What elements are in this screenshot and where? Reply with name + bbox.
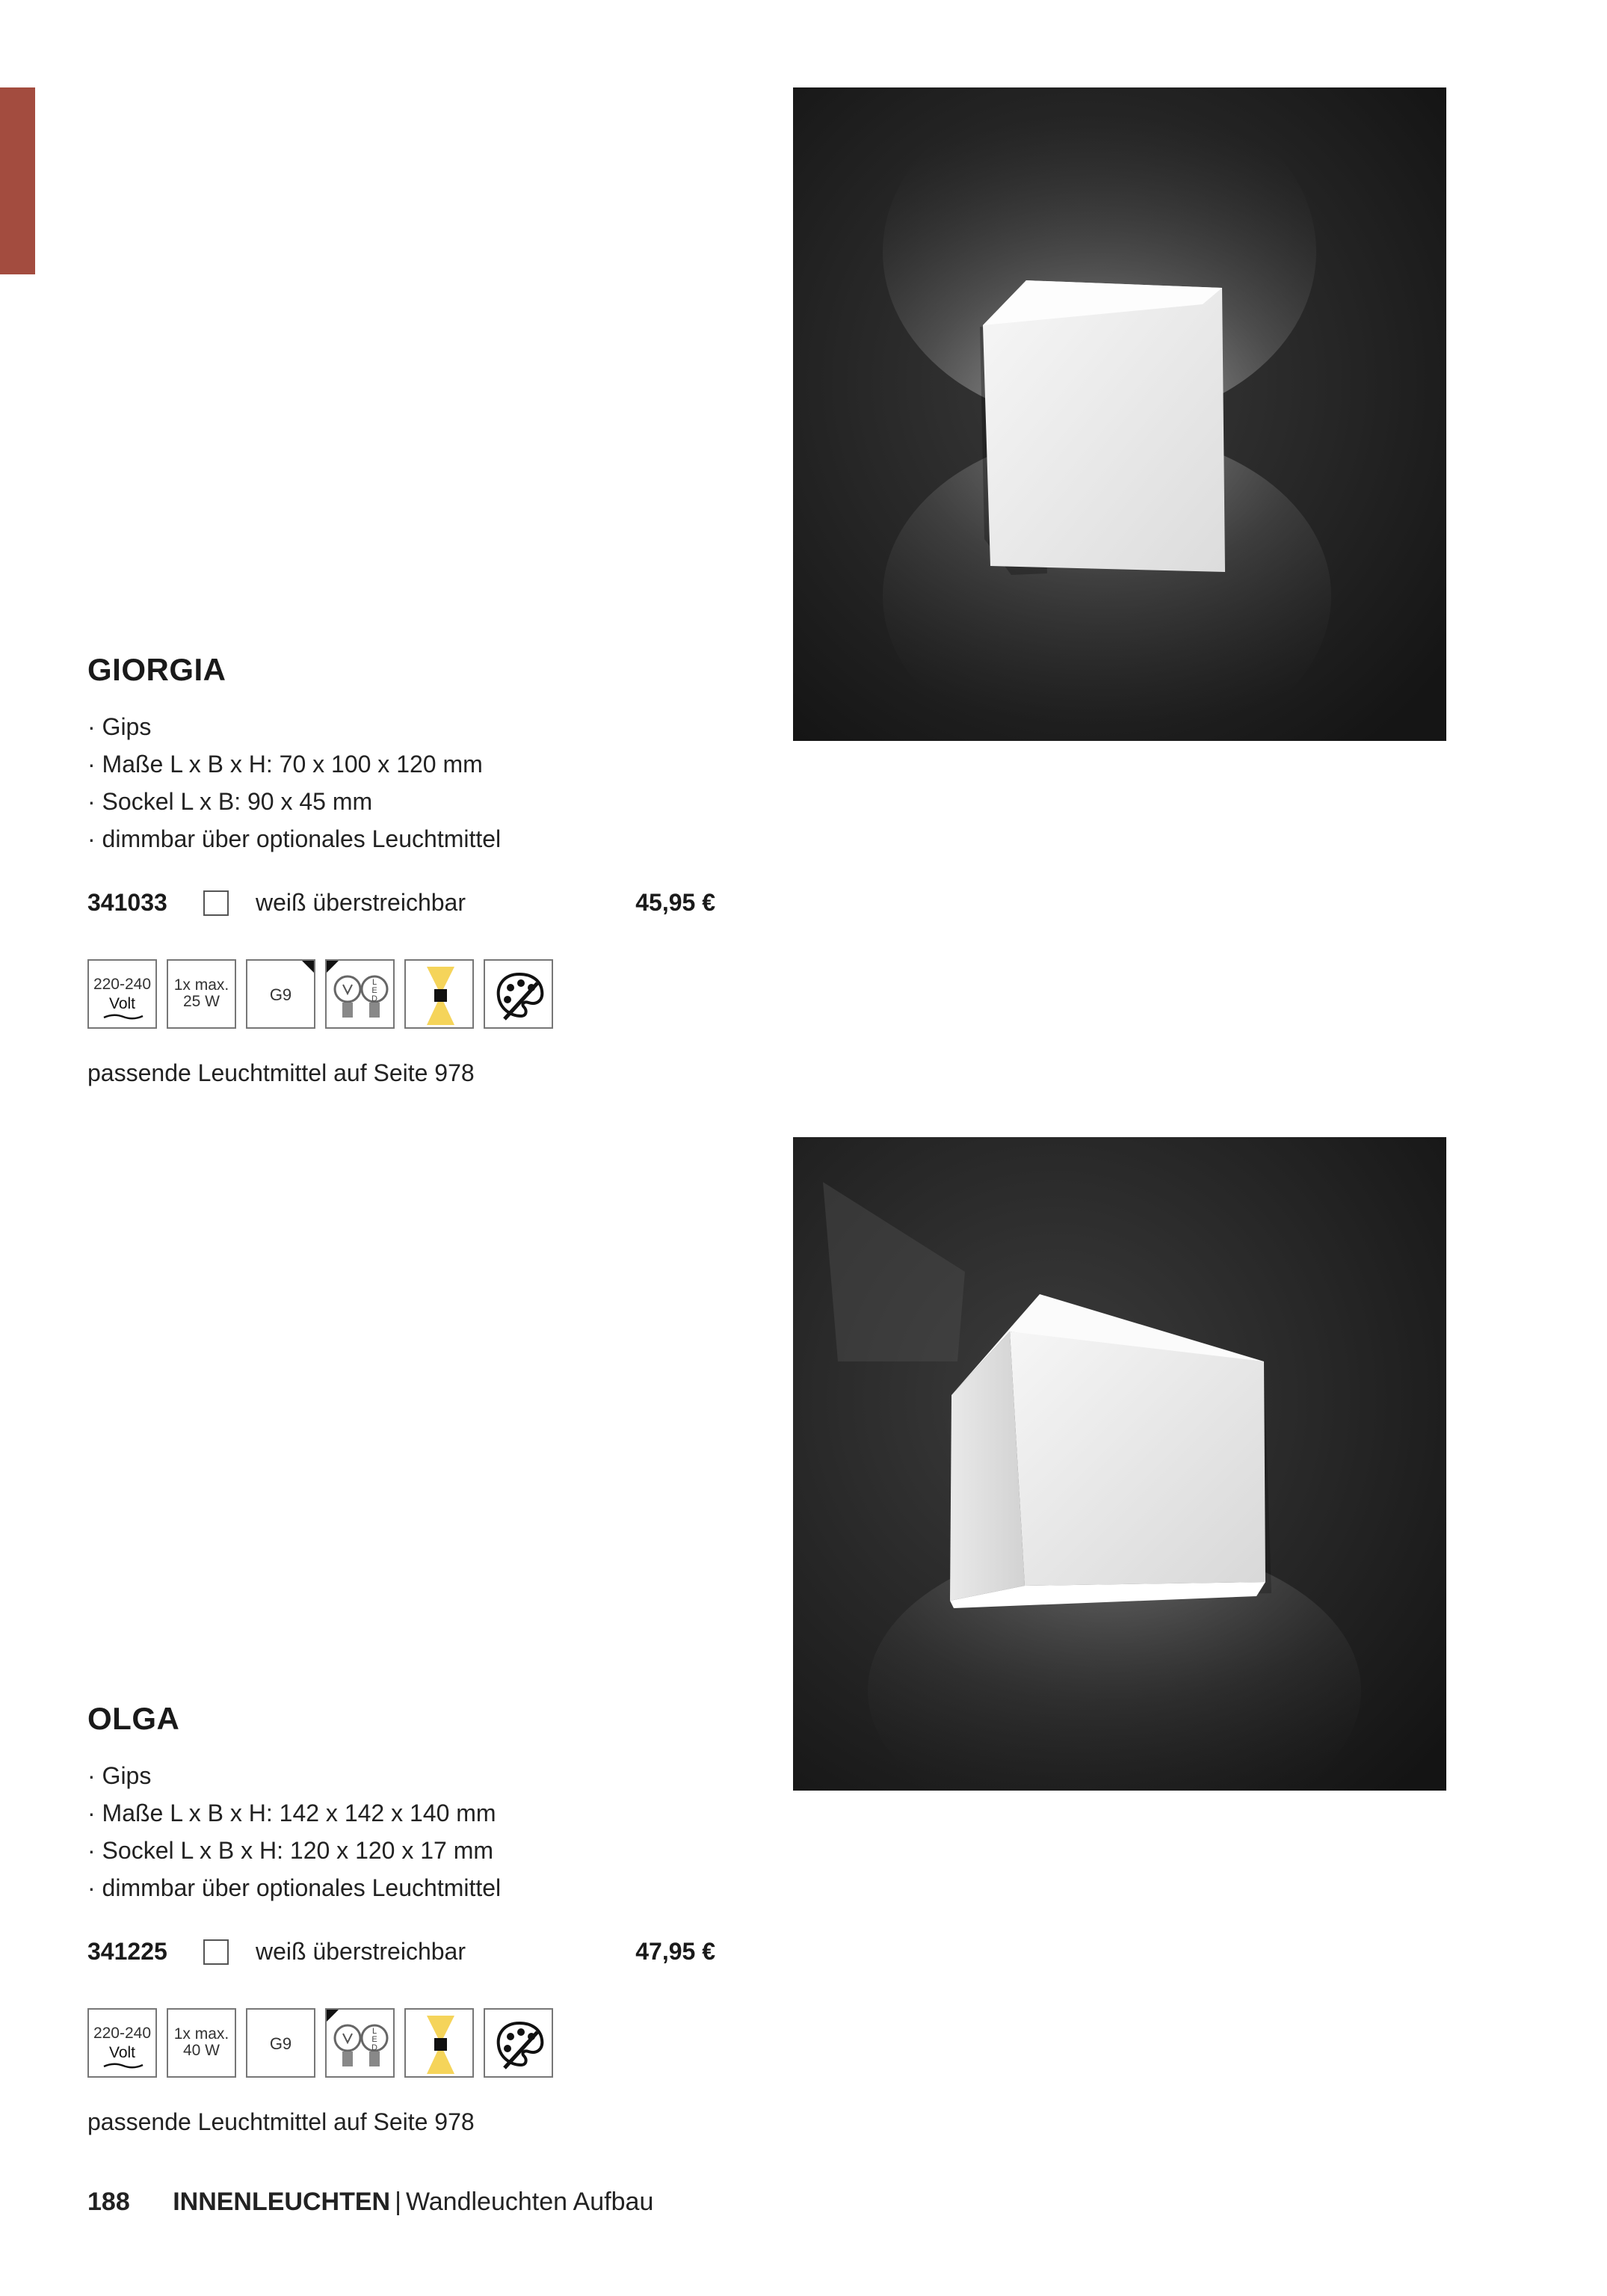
voltage-unit: Volt [108, 995, 136, 1012]
product-photo-giorgia [793, 87, 1446, 741]
feature-item: · Gips [87, 1757, 501, 1794]
svg-text:E: E [371, 986, 377, 995]
footer-separator: | [395, 2188, 401, 2216]
price: 47,95 € [635, 1938, 715, 1965]
wattage-icon [167, 2008, 236, 2078]
voltage-icon [87, 2008, 157, 2078]
svg-text:D: D [371, 2043, 377, 2052]
variant-label: weiß überstreichbar [256, 1938, 466, 1965]
product-photo-olga [793, 1137, 1446, 1791]
feature-item: · dimmbar über optionales Leuchtmittel [87, 1869, 501, 1906]
bulb-count: 1x max. [173, 976, 229, 994]
svg-text:L: L [371, 2027, 377, 2036]
incandescent-led-bulb-icon [325, 2008, 395, 2078]
socket-icon [246, 959, 315, 1029]
variant-label: weiß überstreichbar [256, 889, 466, 916]
svg-text:D: D [371, 994, 377, 1003]
feature-item: · Gips [87, 708, 501, 745]
wattage-icon [167, 959, 236, 1029]
svg-text:E: E [371, 2035, 377, 2044]
lamp-reference-note: passende Leuchtmittel auf Seite 978 [87, 1059, 475, 1086]
socket-icon [246, 2008, 315, 2078]
paint-palette-icon [484, 959, 553, 1029]
voltage-unit: Volt [108, 2044, 136, 2061]
socket-value: G9 [269, 2034, 292, 2053]
product-title: OLGA [87, 1701, 180, 1736]
bulb-count: 1x max. [173, 2025, 229, 2043]
feature-item: · Maße L x B x H: 142 x 142 x 140 mm [87, 1794, 501, 1832]
voltage-value: 220-240 [93, 2025, 152, 2042]
product-title: GIORGIA [87, 652, 226, 687]
page-footer [87, 2188, 653, 2217]
paint-palette-icon [484, 2008, 553, 2078]
feature-list [87, 708, 501, 858]
feature-list [87, 1757, 501, 1906]
order-checkbox[interactable] [203, 890, 229, 916]
article-number: 341225 [87, 1938, 167, 1965]
up-down-light-icon [404, 2008, 474, 2078]
wattage-value: 40 W [182, 2042, 220, 2059]
voltage-icon [87, 959, 157, 1029]
up-down-light-icon [404, 959, 474, 1029]
order-row [87, 1938, 715, 1968]
article-number: 341033 [87, 889, 167, 916]
page-number: 188 [87, 2188, 130, 2216]
lamp-reference-note: passende Leuchtmittel auf Seite 978 [87, 2108, 475, 2135]
voltage-value: 220-240 [93, 976, 152, 993]
incandescent-led-bulb-icon [325, 959, 395, 1029]
wattage-value: 25 W [182, 993, 220, 1010]
section-title: INNENLEUCHTEN [173, 2188, 391, 2216]
feature-item: · Sockel L x B x H: 120 x 120 x 17 mm [87, 1832, 501, 1869]
svg-text:L: L [371, 978, 377, 987]
socket-value: G9 [269, 985, 292, 1004]
feature-item: · Maße L x B x H: 70 x 100 x 120 mm [87, 745, 501, 783]
price: 45,95 € [635, 889, 715, 916]
order-row [87, 889, 715, 919]
feature-item: · Sockel L x B: 90 x 45 mm [87, 783, 501, 820]
order-checkbox[interactable] [203, 1939, 229, 1965]
chapter-color-tab [0, 87, 35, 274]
subsection-title: Wandleuchten Aufbau [405, 2188, 654, 2216]
feature-item: · dimmbar über optionales Leuchtmittel [87, 820, 501, 858]
